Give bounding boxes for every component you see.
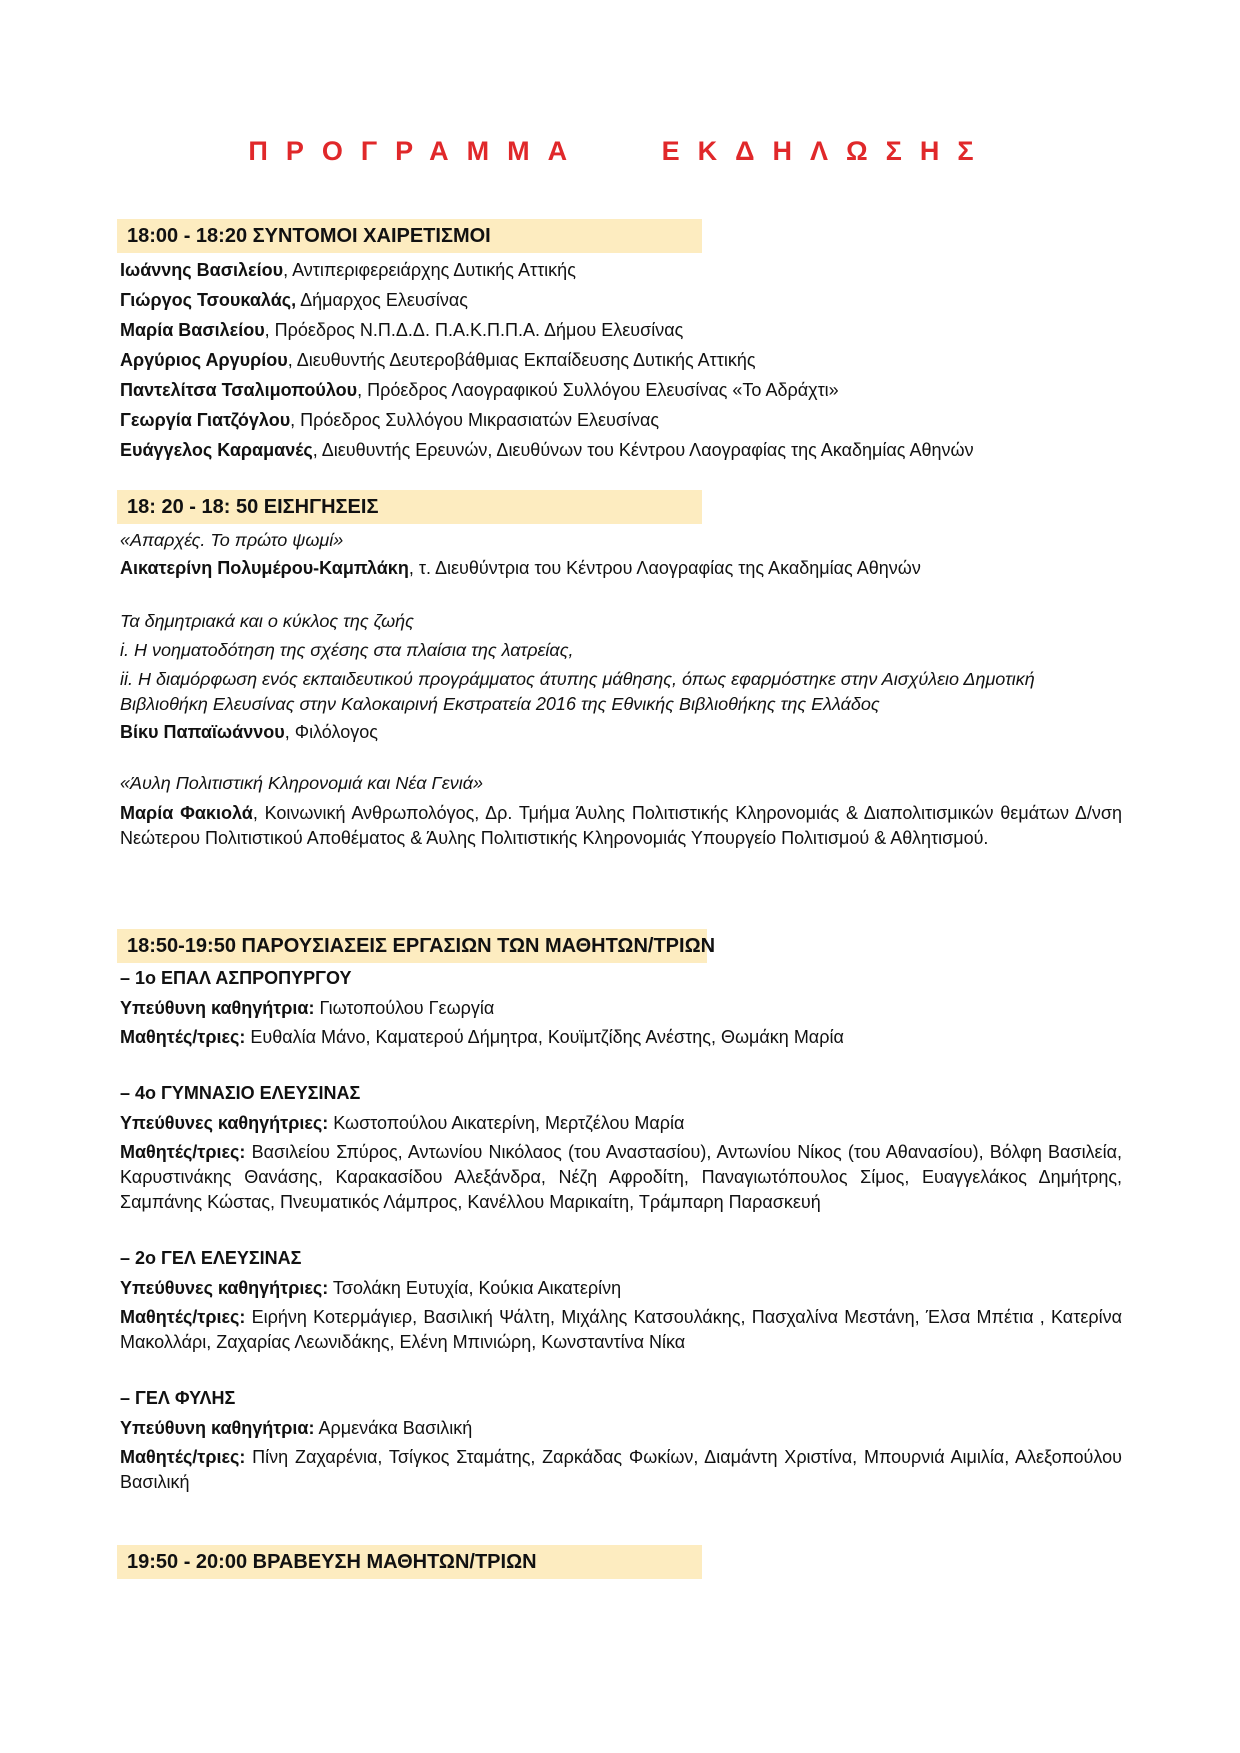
- speaker-role: , Πρόεδρος Λαογραφικού Συλλόγου Ελευσίνας «Το Αδράχτι»: [357, 380, 839, 400]
- school-entry: [117, 963, 1122, 1050]
- teacher-row: [117, 993, 1122, 1023]
- greeting-row: [117, 435, 1122, 465]
- speaker-role: , Αντιπεριφερειάρχης Δυτικής Αττικής: [283, 260, 576, 280]
- students-row: [117, 1140, 1122, 1215]
- speaker-role: , τ. Διευθύντρια του Κέντρου Λαογραφίας της Ακαδημίας Αθηνών: [408, 558, 921, 578]
- school-name: – 2ο ΓΕΛ ΕΛΕΥΣΙΝΑΣ: [120, 1248, 302, 1268]
- speaker-name: Ευάγγελος Καραμανές: [120, 440, 313, 460]
- teacher-label: Υπεύθυνη καθηγήτρια:: [120, 1418, 315, 1438]
- section-awards: [117, 1545, 1122, 1579]
- students-label: Μαθητές/τριες:: [120, 1307, 246, 1327]
- teacher-names: Αρμενάκα Βασιλική: [314, 1418, 473, 1438]
- students-label: Μαθητές/τριες:: [120, 1027, 246, 1047]
- greeting-row: [117, 285, 1122, 315]
- student-names: Ειρήνη Κοτερμάγιερ, Βασιλική Ψάλτη, Μιχάλης Κατσουλάκης, Πασχαλίνα Μεστάνη, Έλσα Μπέτια , Κατερίνα Μακολλάρι, Ζαχαρίας Λεωνιδάκης, Ελένη Μπινιώρη, Κωνσταντίνα Νίκα: [120, 1307, 1122, 1352]
- section-heading-talks: 18: 20 - 18: 50 ΕΙΣΗΓΗΣΕΙΣ: [117, 490, 702, 524]
- greeting-row: [117, 405, 1122, 435]
- teacher-label: Υπεύθυνες καθηγήτριες:: [120, 1278, 329, 1298]
- teacher-names: Γιωτοπούλου Γεωργία: [314, 998, 495, 1018]
- talk-subpoint: ii. Η διαμόρφωση ενός εκπαιδευτικού προγράμματος άτυπης μάθησης, όπως εφαρμόστηκε στην Αισχύλειο Δημοτική Βιβλιοθήκη Ελευσίνας στην Καλοκαιρινή Εκστρατεία 2016 της Εθνικής Βιβλιοθήκης της Ελλάδος: [120, 669, 1035, 714]
- speaker-role: , Κοινωνική Ανθρωπολόγος, Δρ. Τμήμα Άυλης Πολιτιστικής Κληρονομιάς & Διαπολιτισμικών θεμάτων Δ/νση Νεώτερου Πολιτιστικού Αποθέματος & Άυλης Πολιτιστικής Κληρονομιάς Υπουργείο Πολιτισμού & Αθλητισμού.: [120, 803, 1122, 848]
- teacher-row: [117, 1273, 1122, 1303]
- section-presentations: [117, 929, 1122, 1495]
- teacher-label: Υπεύθυνη καθηγήτρια:: [120, 998, 315, 1018]
- teacher-row: [117, 1413, 1122, 1443]
- speaker-name: Αργύριος Αργυρίου: [120, 350, 288, 370]
- speaker-role: , Διευθυντής Δευτεροβάθμιας Εκπαίδευσης Δυτικής Αττικής: [287, 350, 756, 370]
- talk-title: «Άυλη Πολιτιστική Κληρονομιά και Νέα Γενιά»: [120, 773, 483, 793]
- school-name: – 1ο ΕΠΑΛ ΑΣΠΡΟΠΥΡΓΟΥ: [120, 968, 352, 988]
- section-talks: [117, 490, 1122, 851]
- teacher-names: Τσολάκη Ευτυχία, Κούκια Αικατερίνη: [328, 1278, 622, 1298]
- speaker-name: Γεωργία Γιατζόγλου: [120, 410, 291, 430]
- student-names: Ευθαλία Μάνο, Καματερού Δήμητρα, Κουϊμτζίδης Ανέστης, Θωμάκη Μαρία: [245, 1027, 844, 1047]
- students-row: [117, 1305, 1122, 1355]
- students-row: [117, 1025, 1122, 1050]
- students-row: [117, 1445, 1122, 1495]
- speaker-role: Δήμαρχος Ελευσίνας: [296, 290, 468, 310]
- school-entry: [117, 1078, 1122, 1215]
- speaker-name: Γιώργος Τσουκαλάς,: [120, 290, 297, 310]
- talk-speaker: [117, 801, 1122, 851]
- greetings-list: [117, 253, 1122, 465]
- speaker-role: , Φιλόλογος: [284, 722, 378, 742]
- students-label: Μαθητές/τριες:: [120, 1447, 246, 1467]
- speaker-name: Μαρία Φακιολά: [120, 803, 253, 823]
- school-name: – ΓΕΛ ΦΥΛΗΣ: [120, 1388, 236, 1408]
- teacher-label: Υπεύθυνες καθηγήτριες:: [120, 1113, 329, 1133]
- school-entry: [117, 1383, 1122, 1495]
- speaker-name: Ιωάννης Βασιλείου: [120, 260, 284, 280]
- speaker-role: , Πρόεδρος Ν.Π.Δ.Δ. Π.Α.Κ.Π.Π.Α. Δήμου Ελευσίνας: [264, 320, 684, 340]
- section-heading-presentations: 18:50-19:50 ΠΑΡΟΥΣΙΑΣΕΙΣ ΕΡΓΑΣΙΩΝ ΤΩΝ ΜΑΘΗΤΩΝ/ΤΡΙΩΝ: [117, 929, 707, 963]
- speaker-role: , Διευθυντής Ερευνών, Διευθύνων του Κέντρου Λαογραφίας της Ακαδημίας Αθηνών: [312, 440, 974, 460]
- students-label: Μαθητές/τριες:: [120, 1142, 246, 1162]
- section-greetings: [117, 219, 1122, 465]
- teacher-names: Κωστοπούλου Αικατερίνη, Μερτζέλου Μαρία: [328, 1113, 685, 1133]
- speaker-name: Βίκυ Παπαϊωάννου: [120, 722, 285, 742]
- section-heading-greetings: 18:00 - 18:20 ΣΥΝΤΟΜΟΙ ΧΑΙΡΕΤΙΣΜΟΙ: [117, 219, 702, 253]
- greeting-row: [117, 315, 1122, 345]
- student-names: Βασιλείου Σπύρος, Αντωνίου Νικόλαος (του Αναστασίου), Αντωνίου Νίκος (του Αθανασίου), Βόλφη Βασιλεία, Καρυστινάκης Θανάσης, Καρακασίδου Αλεξάνδρα, Νέζη Αφροδίτη, Παναγιωτόπουλος Σίμος, Ευαγγελάκος Δημήτρης, Σαμπάνης Κώστας, Πνευματικός Λάμπρος, Κανέλλου Μαρικαίτη, Τράμπαρη Παρασκευή: [120, 1142, 1122, 1212]
- school-name: – 4ο ΓΥΜΝΑΣΙΟ ΕΛΕΥΣΙΝΑΣ: [120, 1083, 361, 1103]
- talk-title: Τα δημητριακά και ο κύκλος της ζωής: [120, 611, 414, 631]
- speaker-name: Αικατερίνη Πολυμέρου-Καμπλάκη: [120, 558, 409, 578]
- greeting-row: [117, 255, 1122, 285]
- section-heading-awards: 19:50 - 20:00 ΒΡΑΒΕΥΣΗ ΜΑΘΗΤΩΝ/ΤΡΙΩΝ: [117, 1545, 702, 1579]
- greeting-row: [117, 345, 1122, 375]
- talk-speaker: [117, 717, 1122, 747]
- talk-speaker: [117, 553, 1122, 583]
- speaker-name: Παντελίτσα Τσαλιμοπούλου: [120, 380, 358, 400]
- greeting-row: [117, 375, 1122, 405]
- page-title: ΠΡΟΓΡΑΜΜΑ ΕΚΔΗΛΩΣΗΣ: [248, 136, 992, 166]
- talk-title: «Απαρχές. Το πρώτο ψωμί»: [120, 530, 344, 550]
- teacher-row: [117, 1108, 1122, 1138]
- school-entry: [117, 1243, 1122, 1355]
- speaker-name: Μαρία Βασιλείου: [120, 320, 265, 340]
- talk-subpoint: i. Η νοηματοδότηση της σχέσης στα πλαίσια της λατρείας,: [120, 640, 574, 660]
- student-names: Πίνη Ζαχαρένια, Τσίγκος Σταμάτης, Ζαρκάδας Φωκίων, Διαμάντη Χριστίνα, Μπουρνιά Αιμιλία, Αλεξοπούλου Βασιλική: [120, 1447, 1122, 1492]
- speaker-role: , Πρόεδρος Συλλόγου Μικρασιατών Ελευσίνας: [290, 410, 660, 430]
